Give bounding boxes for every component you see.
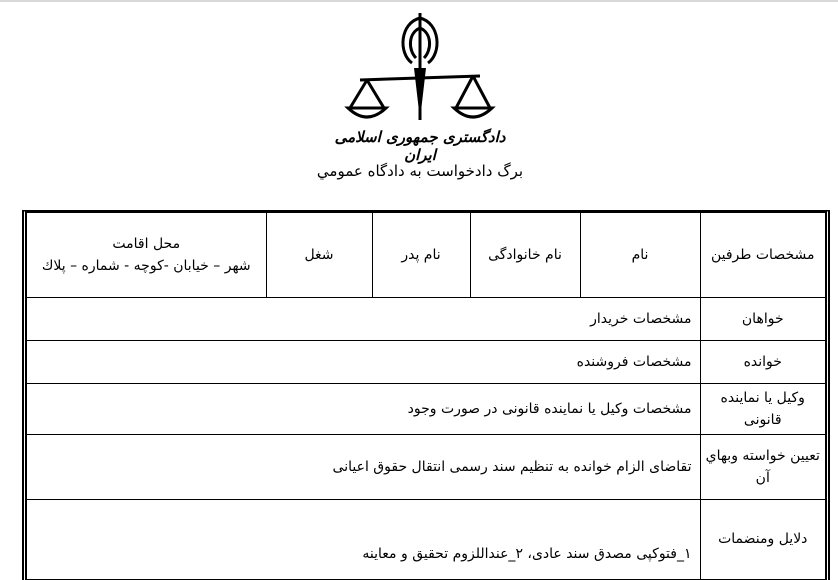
row-value-claim[interactable]: تقاضای الزام خوانده به تنظیم سند رسمی انتقال حقوق اعیانی: [27, 434, 700, 499]
column-residence: [27, 213, 266, 297]
parties-label: مشخصات طرفین: [700, 213, 825, 297]
residence-detail: شهر – خیابان -کوچه - شماره – پلاك: [41, 257, 251, 274]
row-value-evidence[interactable]: ۱_فتوکپی مصدق سند عادی، ۲_عنداللزوم تحقیق و معاینه: [27, 499, 700, 579]
form-title: برگ دادخواست به دادگاه عمومي: [316, 162, 524, 180]
row-value-attorney[interactable]: مشخصات وکیل یا نماینده قانونی در صورت وجود: [27, 383, 700, 434]
column-father-name: نام پدر: [372, 213, 470, 297]
column-occupation: شغل: [266, 213, 372, 297]
row-label-claim: تعیین خواسته وبهاي آن: [700, 434, 825, 499]
top-border: [0, 0, 838, 2]
row-label-evidence: دلایل ومنضمات: [700, 499, 825, 579]
table-row: [27, 434, 825, 499]
row-label-attorney: وکیل یا نماینده قانونی: [700, 383, 825, 434]
row-value-plaintiff[interactable]: مشخصات خریدار: [27, 297, 700, 340]
petition-form-table: [22, 210, 830, 580]
table-row: [27, 340, 825, 383]
table-row: [27, 297, 825, 340]
column-first-name: نام: [580, 213, 700, 297]
parties-header-row: [27, 213, 825, 297]
table-row: [27, 383, 825, 434]
judiciary-emblem-icon: [340, 8, 500, 128]
column-last-name: نام خانوادگی: [470, 213, 580, 297]
emblem-caption: دادگستری جمهوری اسلامی ایران: [334, 128, 506, 164]
row-value-defendant[interactable]: مشخصات فروشنده: [27, 340, 700, 383]
table-row: [27, 499, 825, 579]
row-label-defendant: خوانده: [700, 340, 825, 383]
row-label-plaintiff: خواهان: [700, 297, 825, 340]
residence-title: محل اقامت: [112, 235, 181, 252]
